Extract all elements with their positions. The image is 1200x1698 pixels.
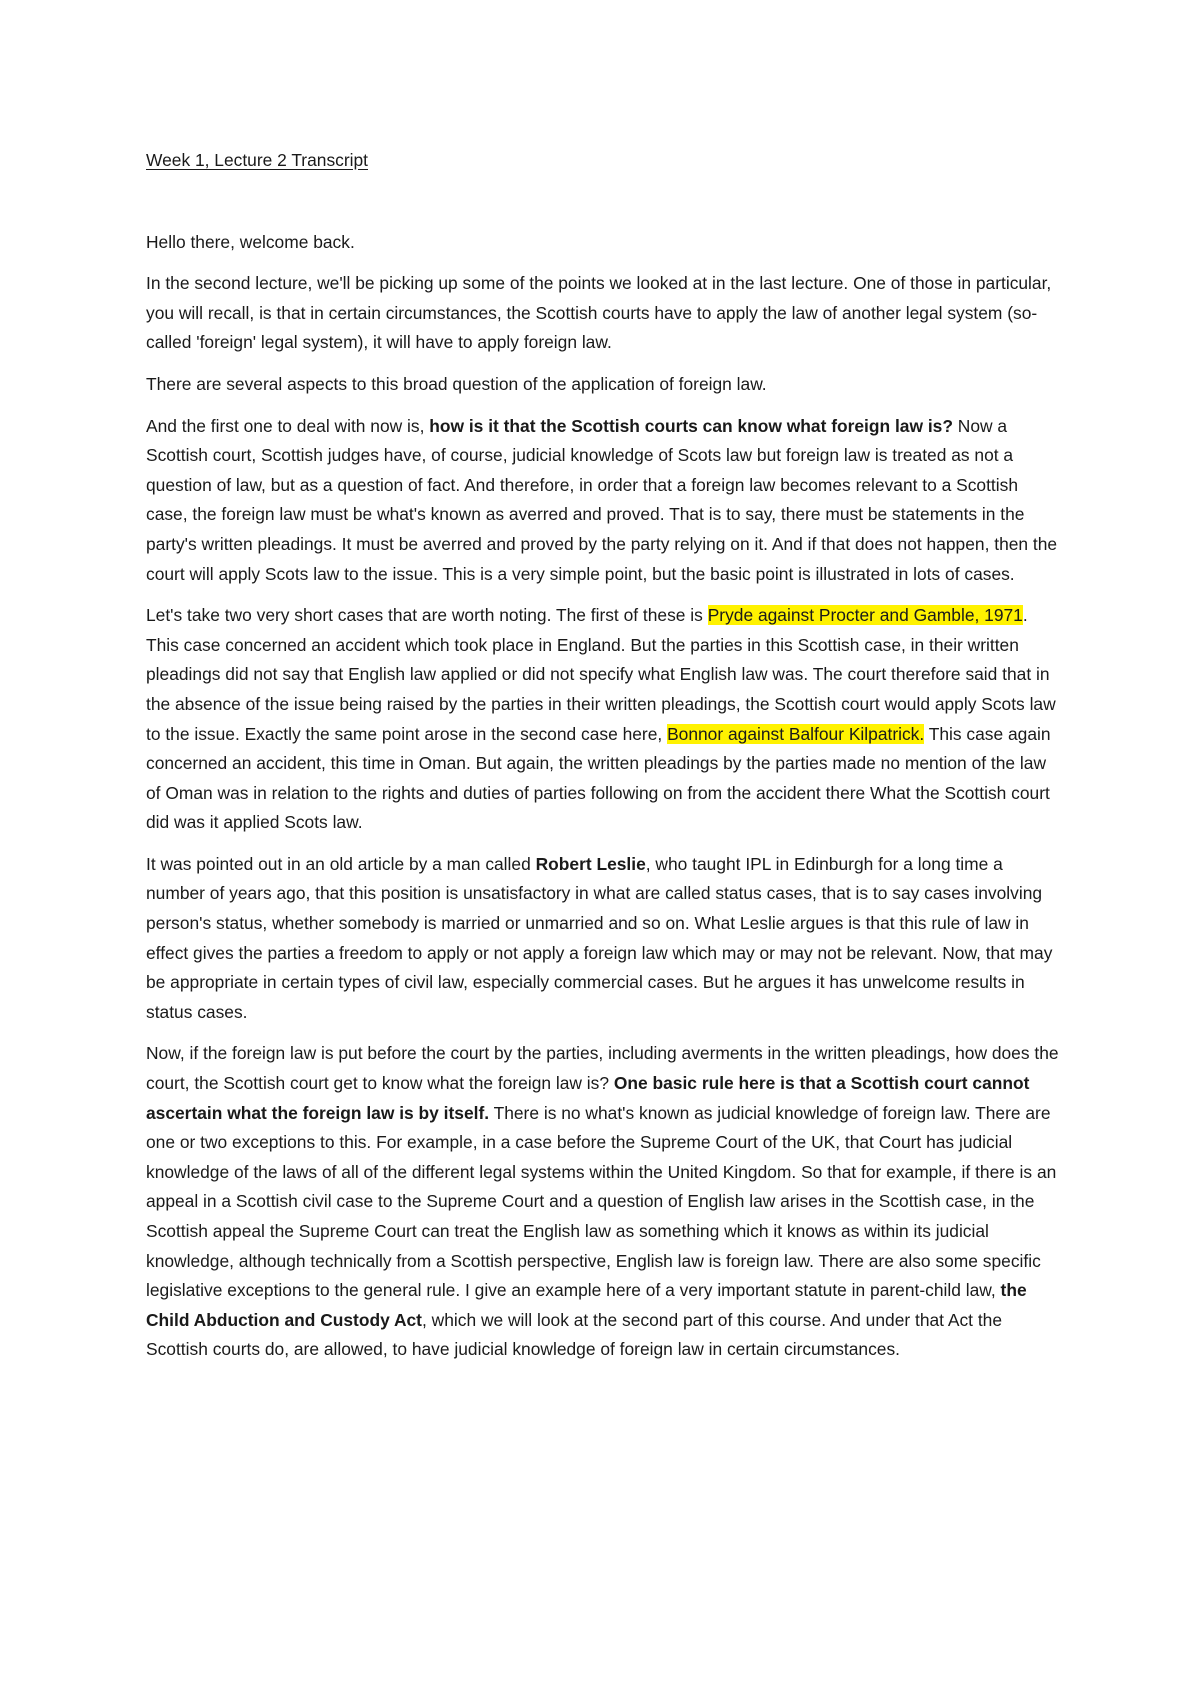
- paragraph-intro: In the second lecture, we'll be picking up some of the points we looked at in the last lecture. One of those in particular, you will recall, is that in certain circumstances, the Scottish courts have to apply the law of another legal system (so-called 'foreign' legal system), it will have to apply foreign law.: [146, 273, 1052, 353]
- text-run: This case again concerned an accident, this time in Oman. But again, the written pleadings by the parties made no mention of the law of Oman was in relation to the rights and duties of parties following on from the accident there What the Scottish court did was it applied Scots law.: [146, 723, 1051, 833]
- bold-name-leslie: Robert Leslie: [535, 853, 646, 874]
- document-title: Week 1, Lecture 2 Transcript: [146, 150, 368, 170]
- text-run: It was pointed out in an old article by a man called: [146, 853, 536, 874]
- text-run: Now, if the foreign law is put before the court by the parties, including averments in the written pleadings, how does the court, the Scottish court get to know what the foreign law is?: [146, 1043, 1059, 1094]
- paragraph-averred-proved: [146, 412, 1061, 590]
- text-run: Now a Scottish court, Scottish judges have, of course, judicial knowledge of Scots law but foreign law is treated as not a question of law, but as a question of fact. And therefore, in order that a foreign law becomes relevant to a Scottish case, the foreign law must be what's known as averred and proved. That is to say, there must be statements in the party's written pleadings. It must be averred and proved by the party relying on it. And if that does not happen, then the court will apply Scots law to the issue. This is a very simple point, but the basic point is illustrated in lots of cases.: [146, 415, 1058, 584]
- text-run: , who taught IPL in Edinburgh for a long time a number of years ago, that this position is unsatisfactory in what are called status cases, that is to say cases involving person's status, whether somebody is married or unmarried and so on. What Leslie argues is that this rule of law in effect gives the parties a freedom to apply or not apply a foreign law which may or may not be relevant. Now, that may be appropriate in certain types of civil law, especially commercial cases. But he argues it has unwelcome results in status cases.: [146, 853, 1053, 1022]
- bold-question: how is it that the Scottish courts can know what foreign law is?: [429, 415, 953, 436]
- paragraph-cases: [146, 601, 1061, 838]
- bold-basic-rule: One basic rule here is that a Scottish court cannot ascertain what the foreign law is by itself.: [146, 1073, 1030, 1123]
- text-run: Let's take two very short cases that are worth noting. The first of these is: [146, 605, 708, 626]
- bold-act-name: the Child Abduction and Custody Act: [146, 1280, 1027, 1330]
- paragraph-judicial-knowledge: [146, 1039, 1061, 1365]
- text-run: , which we will look at the second part of this course. And under that Act the Scottish courts do, are allowed, to have judicial knowledge of foreign law in certain circumstances.: [146, 1309, 1002, 1360]
- paragraph-greeting: Hello there, welcome back.: [146, 231, 355, 252]
- paragraph-leslie: [146, 850, 1061, 1028]
- text-run: There is no what's known as judicial knowledge of foreign law. There are one or two exceptions to this. For example, in a case before the Supreme Court of the UK, that Court has judicial knowledge of the laws of all of the different legal systems within the United Kingdom. So that for example, if there is an appeal in a Scottish civil case to the Supreme Court and a question of English law arises in the Scottish case, in the Scottish appeal the Supreme Court can treat the English law as something which it knows as within its judicial knowledge, although technically from a Scottish perspective, English law is foreign law. There are also some specific legislative exceptions to the general rule. I give an example here of a very important statute in parent-child law,: [146, 1102, 1057, 1301]
- paragraph-aspects: There are several aspects to this broad question of the application of foreign law.: [146, 373, 767, 394]
- text-run: . This case concerned an accident which took place in England. But the parties in this Scottish case, in their written pleadings did not say that English law applied or did not specify what English law was. The court therefore said that in the absence of the issue being raised by the parties in their written pleadings, the Scottish court would apply Scots law to the issue. Exactly the same point arose in the second case here,: [146, 605, 1056, 744]
- text-run: And the first one to deal with now is,: [146, 415, 430, 436]
- highlighted-case-pryde: Pryde against Procter and Gamble, 1971: [707, 605, 1023, 626]
- highlighted-case-bonnor: Bonnor against Balfour Kilpatrick.: [667, 723, 925, 744]
- document-body: [146, 146, 1061, 1377]
